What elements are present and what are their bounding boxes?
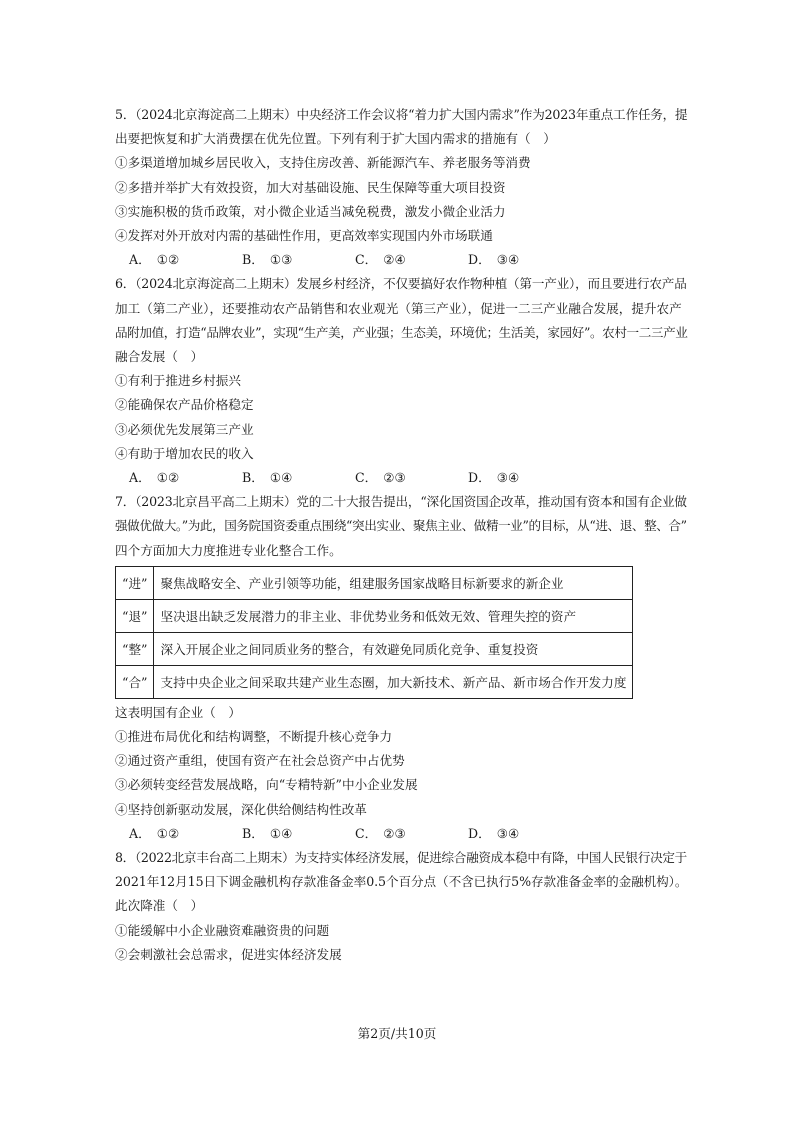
table-key-cell: “合” bbox=[116, 665, 154, 698]
option-c: C． ②③ bbox=[355, 825, 406, 841]
question-stem-line: 融合发展（ ） bbox=[115, 349, 204, 365]
statement: ②会刺激社会总需求，促进实体经济发展 bbox=[115, 946, 342, 962]
question-5 bbox=[115, 103, 688, 272]
question-stem-line: 出要把恢复和扩大消费摆在优先位置。下列有利于扩大国内需求的措施有（ ） bbox=[115, 131, 556, 147]
option-b: B． ①④ bbox=[242, 825, 293, 841]
page-number-footer: 第2页/共10页 bbox=[357, 1026, 437, 1041]
table-row bbox=[116, 632, 633, 665]
option-c: C． ②④ bbox=[355, 252, 406, 268]
question-6 bbox=[115, 272, 688, 490]
statement: ②能确保农产品价格稳定 bbox=[115, 397, 254, 413]
page-content bbox=[115, 103, 688, 967]
question-stem-line: 7．（2023北京昌平高二上期末）党的二十大报告提出，“深化国资国企改革，推动国有资本和国有企业做 bbox=[115, 494, 687, 510]
statement: ②多措并举扩大有效投资，加大对基础设施、民生保障等重大项目投资 bbox=[115, 179, 506, 195]
table-row bbox=[116, 599, 633, 632]
table-row bbox=[116, 566, 633, 599]
question-stem-line: 5．（2024北京海淀高二上期末）中央经济工作会议将“着力扩大国内需求”作为2023年重点工作任务，提 bbox=[115, 107, 688, 122]
question-stem-line: 6．（2024北京海淀高二上期末）发展乡村经济，不仅要搞好农作物种植（第一产业），而且要进行农产品 bbox=[115, 276, 687, 292]
question-stem-line: 品附加值，打造“品牌农业”，实现“生产美，产业强；生态美，环境优；生活美，家园好”。农村一二三产业 bbox=[115, 324, 688, 340]
statement: ③实施积极的货币政策，对小微企业适当减免税费，激发小微企业活力 bbox=[115, 203, 506, 219]
statement: ①有利于推进乡村振兴 bbox=[115, 373, 241, 389]
option-d: D． ③④ bbox=[468, 252, 520, 268]
table-key-cell: “进” bbox=[116, 566, 154, 599]
answer-options bbox=[115, 466, 685, 490]
question-stem-line: 四个方面加大力度推进专业化整合工作。 bbox=[115, 542, 342, 558]
question-prompt: 这表明国有企业（ ） bbox=[115, 704, 241, 720]
question-stem-line: 强做优做大。”为此，国务院国资委重点围绕“突出实业、聚焦主业、做精一业”的目标，从“进、退、整、合” bbox=[115, 518, 687, 534]
option-c: C． ②③ bbox=[355, 470, 406, 486]
option-d: D． ③④ bbox=[468, 825, 520, 841]
reform-table bbox=[115, 566, 633, 699]
table-value-cell: 深入开展企业之间同质业务的整合，有效避免同质化竞争、重复投资 bbox=[154, 632, 633, 665]
statement: ②通过资产重组，使国有资产在社会总资产中占优势 bbox=[115, 753, 405, 769]
table-value-cell: 聚焦战略安全、产业引领等功能，组建服务国家战略目标新要求的新企业 bbox=[154, 566, 633, 599]
question-stem-line: 加工（第二产业），还要推动农产品销售和农业观光（第三产业），促进一二三产业融合发展，提升农产 bbox=[115, 300, 682, 316]
table-value-cell: 支持中央企业之间采取共建产业生态圈，加大新技术、新产品、新市场合作开发力度 bbox=[154, 665, 633, 698]
statement: ③必须转变经营发展战略，向“专精特新”中小企业发展 bbox=[115, 777, 418, 793]
question-stem-line: 8．（2022北京丰台高二上期末）为支持实体经济发展，促进综合融资成本稳中有降，中国人民银行决定于 bbox=[115, 850, 687, 866]
table-key-cell: “退” bbox=[116, 599, 154, 632]
statement: ③必须优先发展第三产业 bbox=[115, 421, 254, 437]
answer-options bbox=[115, 248, 685, 272]
statement: ④坚持创新驱动发展，深化供给侧结构性改革 bbox=[115, 801, 367, 817]
statement: ①能缓解中小企业融资难融资贵的问题 bbox=[115, 922, 330, 938]
statement: ④发挥对外开放对内需的基础性作用，更高效率实现国内外市场联通 bbox=[115, 228, 493, 244]
question-7 bbox=[115, 490, 685, 846]
option-a: A． ①② bbox=[129, 470, 180, 486]
question-stem-line: 2021年12月15日下调金融机构存款准备金率0.5个百分点（不含已执行5%存款准备金率的金融机构）。 bbox=[115, 874, 688, 890]
statement: ①推进布局优化和结构调整，不断提升核心竞争力 bbox=[115, 729, 393, 745]
question-8 bbox=[115, 846, 688, 967]
table-row bbox=[116, 665, 633, 698]
question-stem-line: 此次降准（ ） bbox=[115, 898, 204, 914]
statement: ①多渠道增加城乡居民收入，支持住房改善、新能源汽车、养老服务等消费 bbox=[115, 155, 531, 171]
option-a: A． ①② bbox=[129, 252, 180, 268]
option-b: B． ①③ bbox=[242, 252, 293, 268]
option-a: A． ①② bbox=[129, 825, 180, 841]
table-key-cell: “整” bbox=[116, 632, 154, 665]
option-b: B． ①④ bbox=[242, 470, 293, 486]
table-value-cell: 坚决退出缺乏发展潜力的非主业、非优势业务和低效无效、管理失控的资产 bbox=[154, 599, 633, 632]
option-d: D． ③④ bbox=[468, 470, 520, 486]
statement: ④有助于增加农民的收入 bbox=[115, 445, 254, 461]
answer-options bbox=[115, 822, 685, 846]
